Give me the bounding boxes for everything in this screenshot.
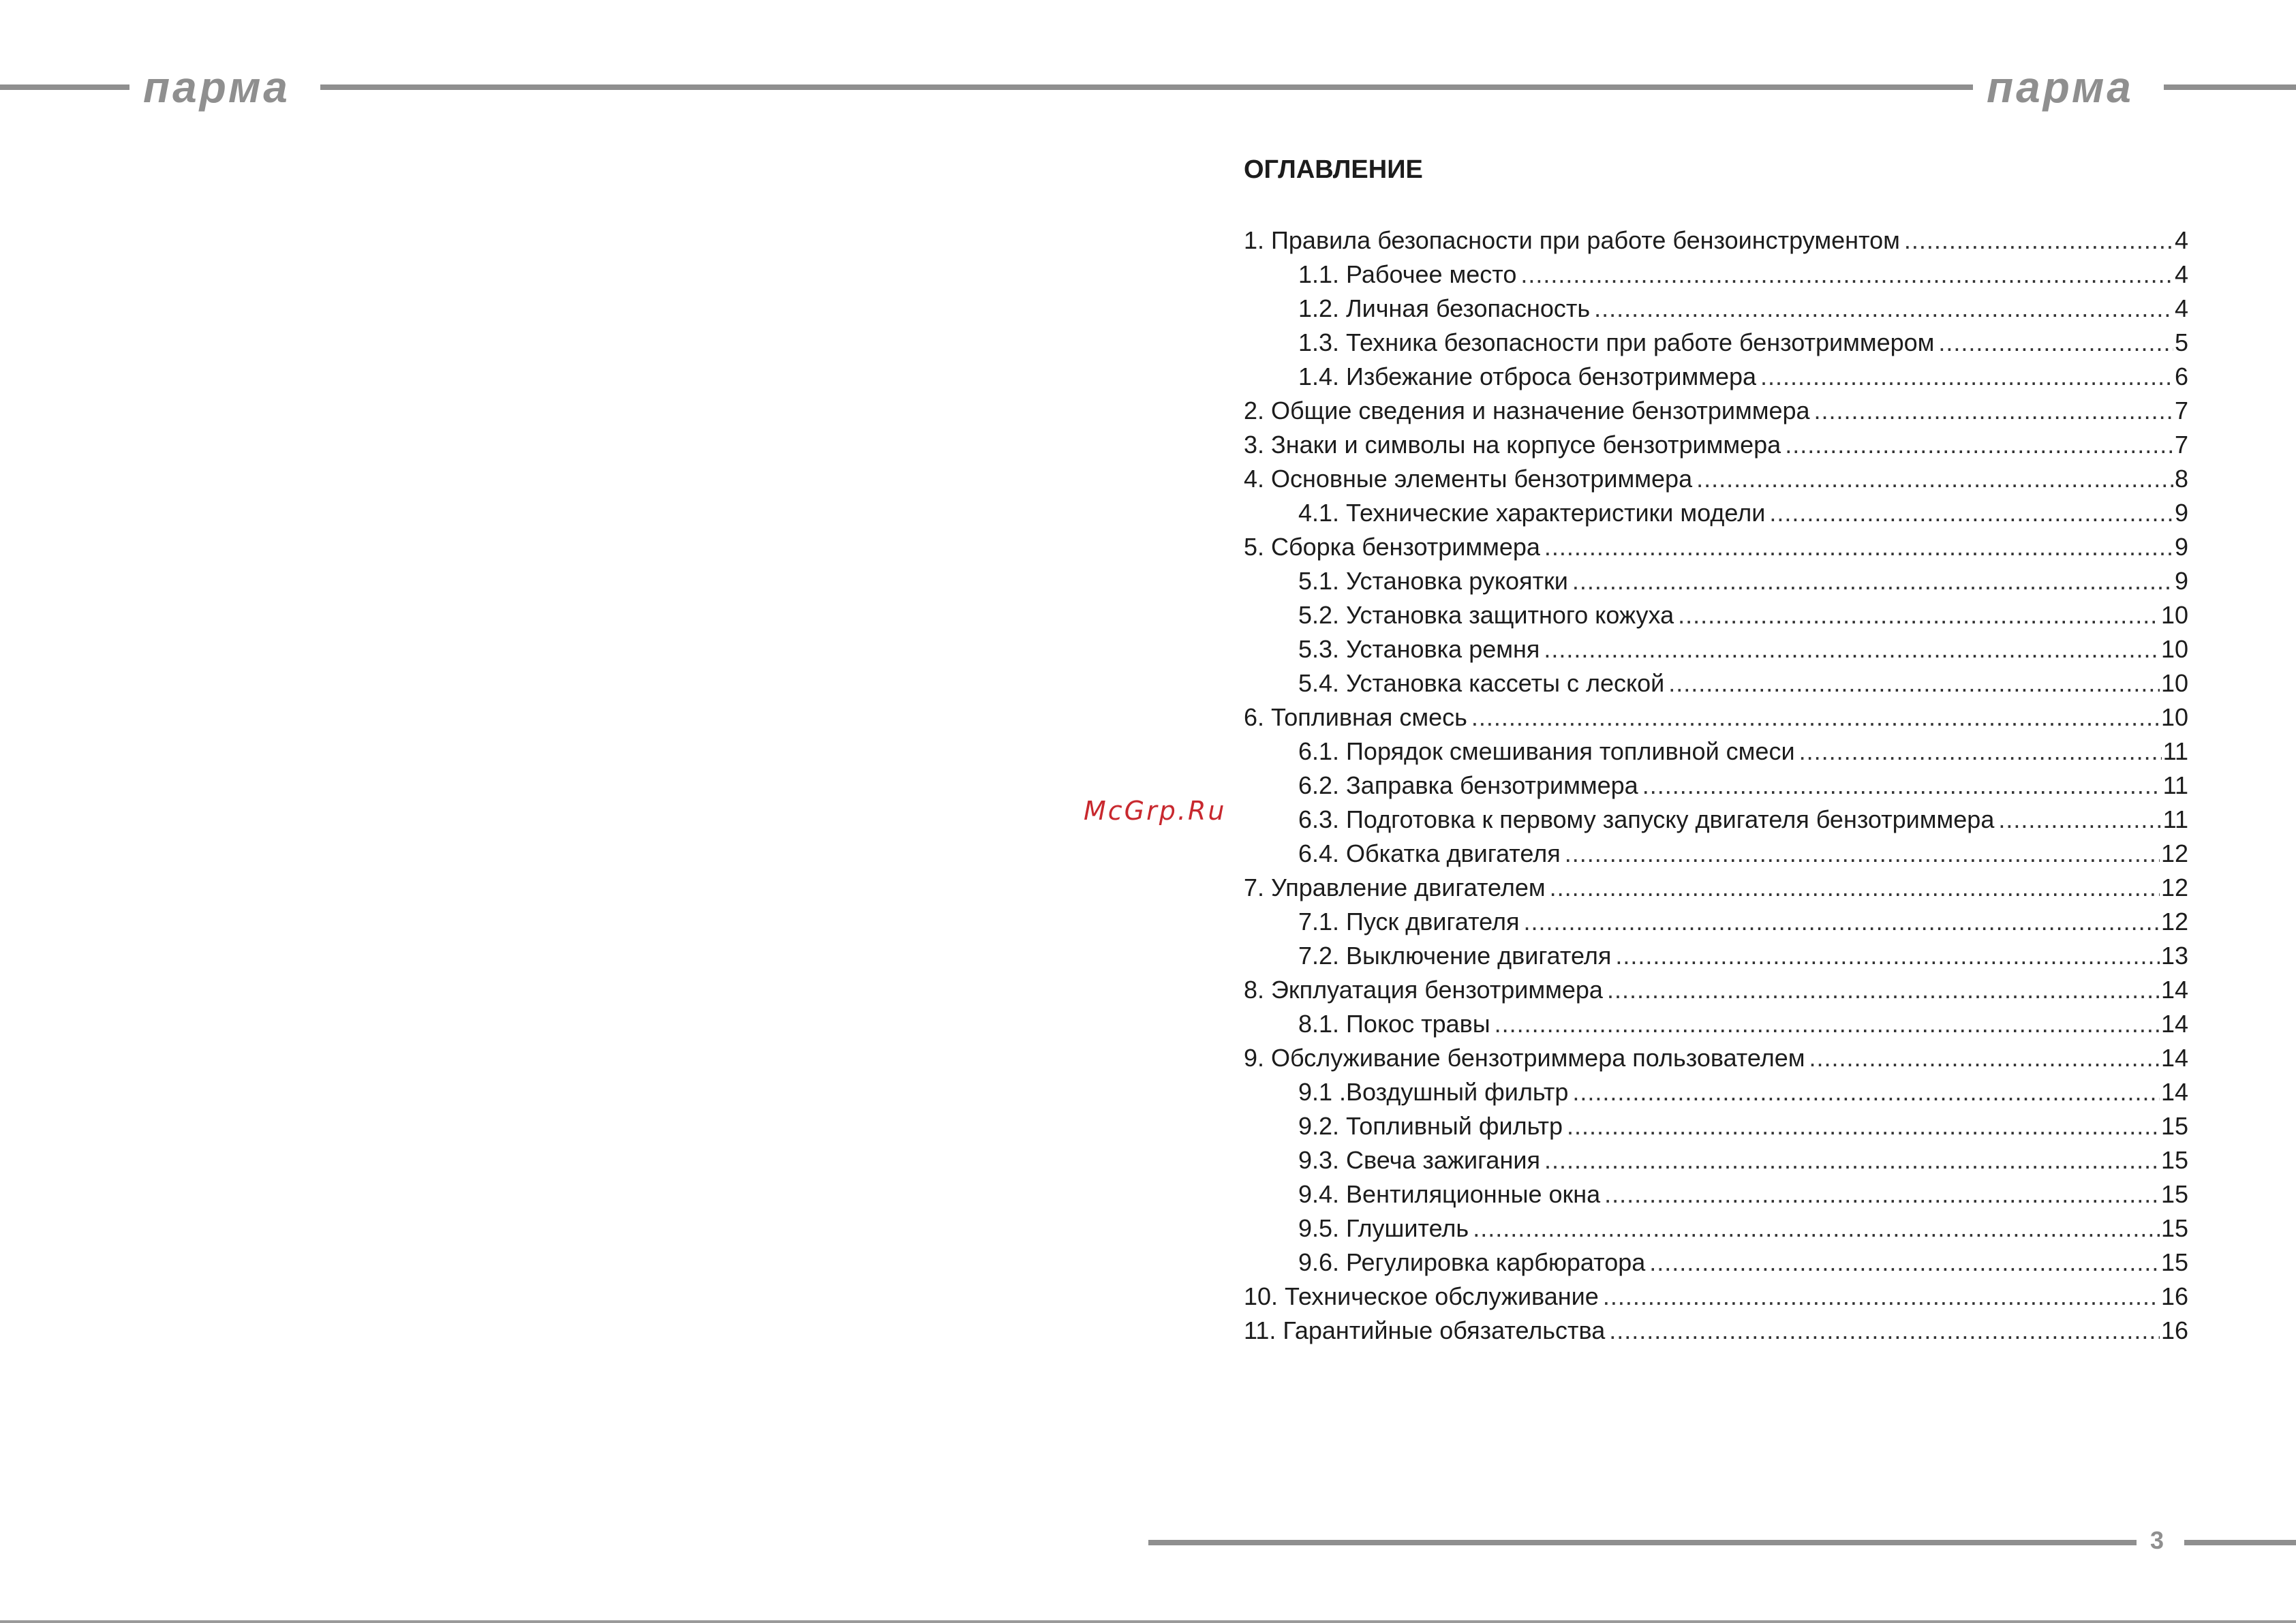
toc-leader-dots xyxy=(1473,1211,2160,1246)
toc-title: ОГЛАВЛЕНИЕ xyxy=(1244,155,1423,184)
toc-entry[interactable] xyxy=(1244,1007,2188,1041)
toc-entry-label: 1.2. Личная безопасность xyxy=(1298,294,1591,322)
toc-entry-page: 7 xyxy=(2174,431,2188,459)
toc-entry-page: 10 xyxy=(2160,635,2188,663)
toc-entry[interactable] xyxy=(1244,871,2188,905)
toc-entry-label: 5.1. Установка рукоятки xyxy=(1298,567,1568,595)
toc-leader-dots xyxy=(1550,871,2160,905)
toc-leader-dots xyxy=(1567,1109,2160,1143)
toc-entry-page: 11 xyxy=(2162,737,2188,765)
toc-leader-dots xyxy=(1609,1314,2160,1348)
toc-entry[interactable] xyxy=(1244,939,2188,973)
toc-entry[interactable] xyxy=(1244,1041,2188,1075)
toc-entry-page: 6 xyxy=(2174,362,2188,390)
toc-entry-page: 5 xyxy=(2174,328,2188,356)
toc-entry[interactable] xyxy=(1244,1246,2188,1280)
toc-entry[interactable] xyxy=(1244,326,2188,360)
toc-leader-dots xyxy=(1642,769,2162,803)
toc-entry[interactable] xyxy=(1244,598,2188,632)
toc-entry-label: 11. Гарантийные обязательства xyxy=(1244,1316,1606,1344)
toc-leader-dots xyxy=(1809,1041,2159,1075)
toc-entry-page: 10 xyxy=(2160,669,2188,697)
toc-entry-page: 10 xyxy=(2160,601,2188,629)
toc-entry-label: 1.1. Рабочее место xyxy=(1298,260,1517,288)
toc-entry-label: 9.3. Свеча зажигания xyxy=(1298,1146,1540,1174)
toc-entry-page: 4 xyxy=(2174,294,2188,322)
toc-entry-page: 12 xyxy=(2160,874,2188,901)
toc-entry-label: 5. Сборка бензотриммера xyxy=(1244,533,1540,561)
toc-leader-dots xyxy=(1603,1280,2160,1314)
toc-entry-page: 16 xyxy=(2160,1282,2188,1310)
toc-entry-label: 4. Основные элементы бензотриммера xyxy=(1244,465,1693,493)
toc-entry[interactable] xyxy=(1244,632,2188,666)
toc-entry-label: 6.2. Заправка бензотриммера xyxy=(1298,771,1638,799)
toc-entry-page: 12 xyxy=(2160,908,2188,936)
toc-entry-page: 15 xyxy=(2160,1146,2188,1174)
toc-leader-dots xyxy=(1668,666,2160,700)
toc-entry-page: 15 xyxy=(2160,1248,2188,1276)
toc-entry-page: 11 xyxy=(2162,805,2188,833)
toc-entry-page: 9 xyxy=(2174,567,2188,595)
toc-entry[interactable] xyxy=(1244,530,2188,564)
toc-entry-label: 7.2. Выключение двигателя xyxy=(1298,942,1612,970)
toc-entry-page: 15 xyxy=(2160,1180,2188,1208)
toc-leader-dots xyxy=(1572,564,2173,598)
header-rule-right xyxy=(2164,84,2296,90)
toc-entry-label: 9.2. Топливный фильтр xyxy=(1298,1112,1563,1140)
header-rule-middle xyxy=(320,84,1973,90)
toc-leader-dots xyxy=(1785,428,2173,462)
toc-entry-label: 5.2. Установка защитного кожуха xyxy=(1298,601,1674,629)
toc-leader-dots xyxy=(1544,632,2160,666)
toc-entry[interactable] xyxy=(1244,428,2188,462)
toc-leader-dots xyxy=(1520,258,2173,292)
toc-entry-label: 1.3. Техника безопасности при работе бензотриммером xyxy=(1298,328,1935,356)
toc-entry-label: 7.1. Пуск двигателя xyxy=(1298,908,1520,936)
toc-entry[interactable] xyxy=(1244,394,2188,428)
footer-rule-right xyxy=(2184,1540,2296,1545)
toc-entry[interactable] xyxy=(1244,223,2188,258)
toc-entry[interactable] xyxy=(1244,905,2188,939)
toc-entry[interactable] xyxy=(1244,1075,2188,1109)
toc-entry[interactable] xyxy=(1244,258,2188,292)
page-bottom-edge xyxy=(0,1620,2296,1623)
toc-leader-dots xyxy=(1649,1246,2160,1280)
toc-entry-page: 10 xyxy=(2160,703,2188,731)
toc-entry-label: 9.6. Регулировка карбюратора xyxy=(1298,1248,1646,1276)
toc-leader-dots xyxy=(1814,394,2173,428)
toc-entry[interactable] xyxy=(1244,1280,2188,1314)
toc-leader-dots xyxy=(1544,530,2173,564)
toc-entry-label: 1. Правила безопасности при работе бензоинструментом xyxy=(1244,226,1900,254)
toc-entry-label: 6. Топливная смесь xyxy=(1244,703,1467,731)
toc-entry[interactable] xyxy=(1244,1314,2188,1348)
toc-entry-label: 9. Обслуживание бензотриммера пользователем xyxy=(1244,1044,1805,1072)
toc-entry-label: 9.4. Вентиляционные окна xyxy=(1298,1180,1601,1208)
toc-entry-label: 8.1. Покос травы xyxy=(1298,1010,1490,1038)
toc-leader-dots xyxy=(1904,223,2173,258)
toc-entry-label: 5.3. Установка ремня xyxy=(1298,635,1540,663)
toc-leader-dots xyxy=(1572,1075,2160,1109)
toc-entry-label: 7. Управление двигателем xyxy=(1244,874,1546,901)
toc-entry[interactable] xyxy=(1244,496,2188,530)
toc-leader-dots xyxy=(1760,360,2173,394)
toc-leader-dots xyxy=(1678,598,2160,632)
toc-leader-dots xyxy=(1544,1143,2160,1177)
toc-entry-page: 7 xyxy=(2174,397,2188,424)
toc-leader-dots xyxy=(1998,803,2161,837)
toc-entry-label: 5.4. Установка кассеты с леской xyxy=(1298,669,1665,697)
toc-entry-label: 8. Экплуатация бензотриммера xyxy=(1244,976,1603,1004)
header-rule-left xyxy=(0,84,129,90)
toc-entry-page: 15 xyxy=(2160,1112,2188,1140)
toc-entry-label: 1.4. Избежание отброса бензотриммера xyxy=(1298,362,1757,390)
toc-entry-page: 4 xyxy=(2174,226,2188,254)
toc-entry[interactable] xyxy=(1244,1143,2188,1177)
toc-entry-label: 6.4. Обкатка двигателя xyxy=(1298,839,1561,867)
footer-rule-left xyxy=(1148,1540,2137,1545)
toc-entry-page: 14 xyxy=(2160,1010,2188,1038)
toc-entry-label: 6.1. Порядок смешивания топливной смеси xyxy=(1298,737,1795,765)
toc-entry-label: 3. Знаки и символы на корпусе бензотриммера xyxy=(1244,431,1781,459)
toc-leader-dots xyxy=(1607,973,2160,1007)
toc-leader-dots xyxy=(1615,939,2160,973)
toc-entry[interactable] xyxy=(1244,564,2188,598)
page-number: 3 xyxy=(2150,1526,2164,1554)
toc-leader-dots xyxy=(1565,837,2160,871)
watermark: McGrp.Ru xyxy=(1084,796,1227,826)
toc-entry[interactable] xyxy=(1244,973,2188,1007)
toc-leader-dots xyxy=(1495,1007,2160,1041)
toc-entry-page: 16 xyxy=(2160,1316,2188,1344)
toc-leader-dots xyxy=(1769,496,2173,530)
toc-entry[interactable] xyxy=(1244,462,2188,496)
toc-entry-page: 9 xyxy=(2174,533,2188,561)
toc-entry-page: 13 xyxy=(2160,942,2188,970)
toc-entry[interactable] xyxy=(1244,1109,2188,1143)
toc-leader-dots xyxy=(1938,326,2173,360)
toc-entry-page: 4 xyxy=(2174,260,2188,288)
toc-entry-label: 9.1 .Воздушный фильтр xyxy=(1298,1078,1569,1106)
toc-entry[interactable] xyxy=(1244,292,2188,326)
toc-entry-page: 9 xyxy=(2174,499,2188,527)
brand-logo-left: парма xyxy=(143,63,290,112)
toc-entry-page: 14 xyxy=(2160,1078,2188,1106)
toc-entry[interactable] xyxy=(1244,735,2188,769)
toc-entry[interactable] xyxy=(1244,1211,2188,1246)
toc-entry-page: 15 xyxy=(2160,1214,2188,1242)
toc-entry-page: 8 xyxy=(2174,465,2188,493)
toc-entry-label: 9.5. Глушитель xyxy=(1298,1214,1469,1242)
toc-entry[interactable] xyxy=(1244,769,2188,803)
toc-leader-dots xyxy=(1524,905,2160,939)
toc-leader-dots xyxy=(1696,462,2173,496)
toc-entry-page: 12 xyxy=(2160,839,2188,867)
toc-list xyxy=(1244,223,2188,1348)
toc-leader-dots xyxy=(1799,735,2162,769)
toc-entry[interactable] xyxy=(1244,837,2188,871)
toc-entry-label: 4.1. Технические характеристики модели xyxy=(1298,499,1766,527)
toc-entry[interactable] xyxy=(1244,1177,2188,1211)
toc-entry[interactable] xyxy=(1244,666,2188,700)
toc-entry-label: 6.3. Подготовка к первому запуску двигателя бензотриммера xyxy=(1298,805,1995,833)
toc-leader-dots xyxy=(1594,292,2173,326)
toc-entry-label: 2. Общие сведения и назначение бензотриммера xyxy=(1244,397,1810,424)
toc-entry[interactable] xyxy=(1244,803,2188,837)
toc-entry[interactable] xyxy=(1244,700,2188,735)
toc-entry-page: 14 xyxy=(2160,1044,2188,1072)
toc-entry-page: 11 xyxy=(2162,771,2188,799)
toc-entry-page: 14 xyxy=(2160,976,2188,1004)
toc-entry-label: 10. Техническое обслуживание xyxy=(1244,1282,1599,1310)
toc-leader-dots xyxy=(1471,700,2160,735)
toc-entry[interactable] xyxy=(1244,360,2188,394)
brand-logo-right: парма xyxy=(1987,63,2134,112)
toc-leader-dots xyxy=(1604,1177,2160,1211)
